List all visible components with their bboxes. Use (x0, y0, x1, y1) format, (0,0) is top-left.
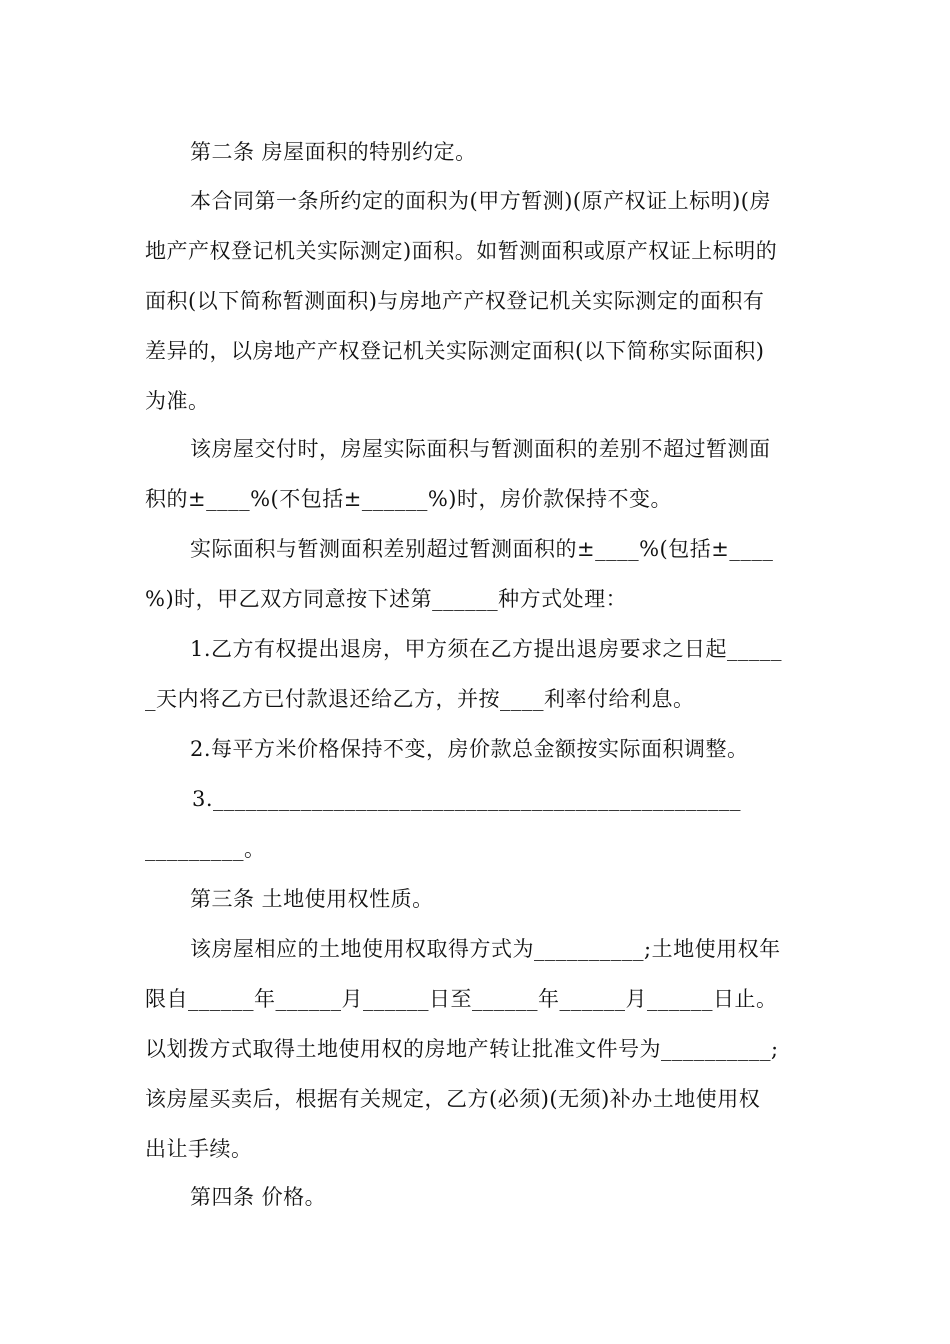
paragraph-line: 限自______年______月______日至______年______月______日止。 (145, 987, 778, 1011)
paragraph-line: 为准。 (145, 389, 210, 413)
paragraph-line: 该房屋交付时，房屋实际面积与暂测面积的差别不超过暂测面 (190, 437, 771, 461)
option-3-line: _________。 (145, 837, 266, 861)
option-1-line: _天内将乙方已付款退还给乙方，并按____利率付给利息。 (145, 687, 695, 711)
paragraph-line: 以划拨方式取得土地使用权的房地产转让批准文件号为__________; (145, 1037, 779, 1061)
article-2-heading: 第二条 房屋面积的特别约定。 (190, 140, 477, 164)
option-3-line: 3.________________________________________________ (192, 787, 742, 811)
paragraph-line: 出让手续。 (145, 1137, 253, 1161)
paragraph-line: 地产产权登记机关实际测定)面积。如暂测面积或原产权证上标明的 (145, 239, 778, 263)
paragraph-line: 该房屋买卖后，根据有关规定，乙方(必须)(无须)补办土地使用权 (145, 1087, 761, 1111)
article-4-heading: 第四条 价格。 (190, 1185, 327, 1209)
paragraph-line: 积的±____%(不包括±______%)时，房价款保持不变。 (145, 487, 672, 511)
article-3-heading: 第三条 土地使用权性质。 (190, 887, 434, 911)
option-2-line: 2.每平方米价格保持不变，房价款总金额按实际面积调整。 (190, 737, 749, 761)
paragraph-line: 面积(以下简称暂测面积)与房地产产权登记机关实际测定的面积有 (145, 289, 765, 313)
option-1-line: 1.乙方有权提出退房，甲方须在乙方提出退房要求之日起_____ (190, 637, 783, 661)
paragraph-line: %)时，甲乙双方同意按下述第______种方式处理： (145, 587, 628, 611)
paragraph-line: 实际面积与暂测面积差别超过暂测面积的±____%(包括±____ (190, 537, 774, 561)
paragraph-line: 差异的，以房地产产权登记机关实际测定面积(以下简称实际面积) (145, 339, 765, 363)
paragraph-line: 该房屋相应的土地使用权取得方式为__________;土地使用权年 (190, 937, 781, 961)
paragraph-line: 本合同第一条所约定的面积为(甲方暂测)(原产权证上标明)(房 (190, 189, 771, 213)
